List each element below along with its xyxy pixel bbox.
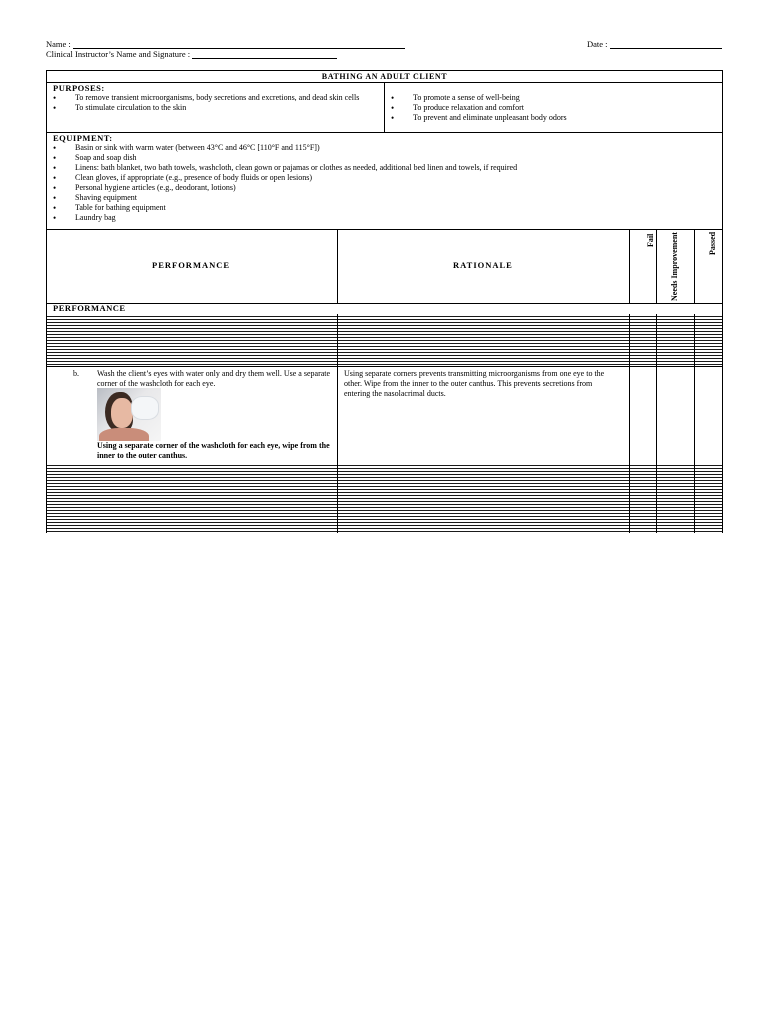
instructor-line[interactable] [192, 50, 337, 59]
column-divider [629, 314, 630, 533]
instructor-field [46, 49, 337, 59]
purposes-heading: PURPOSES: [53, 83, 105, 93]
column-divider [337, 229, 338, 303]
checklist-sheet [46, 70, 723, 533]
name-field [46, 39, 405, 49]
step-b-rationale: Using separate corners prevents transmitting microorganisms from one eye to the other. Wipe from the inner to the outer canthus. This prevents secretions from entering the nasolacrimal ducts. [344, 369, 605, 398]
equipment-list [49, 143, 714, 223]
step-b-row [47, 366, 722, 465]
performance-section-heading: PERFORMANCE [53, 303, 126, 313]
step-b-marker: b. [73, 369, 79, 378]
name-line[interactable] [73, 40, 405, 49]
column-divider [337, 314, 338, 533]
compressed-rows-bottom [47, 463, 722, 533]
list-item: • Table for bathing equipment [49, 203, 714, 213]
column-divider [656, 229, 657, 303]
performance-column-header: PERFORMANCE [152, 260, 231, 270]
fail-column-header: Fail [646, 233, 655, 247]
list-item: • Linens: bath blanket, two bath towels, washcloth, clean gown or pajamas or clothes as needed, additional bed linen and towels, if required [49, 163, 714, 173]
equipment-heading: EQUIPMENT: [53, 133, 113, 143]
step-b-performance: Wash the client’s eyes with water only and dry them well. Use a separate corner of the washcloth for each eye. [97, 369, 331, 388]
list-item: • To produce relaxation and comfort [387, 103, 713, 113]
checklist-title: BATHING AN ADULT CLIENT [47, 71, 722, 83]
column-divider [656, 314, 657, 533]
compressed-rows-top [47, 314, 722, 366]
list-item: • Laundry bag [49, 213, 714, 223]
rationale-column-header: RATIONALE [453, 260, 513, 270]
name-label: Name : [46, 39, 71, 49]
list-item: • To promote a sense of well-being [387, 93, 713, 103]
purposes-right-list [387, 93, 713, 123]
date-line[interactable] [610, 40, 722, 49]
list-item: • Personal hygiene articles (e.g., deodorant, lotions) [49, 183, 714, 193]
photo-caption: Using a separate corner of the washcloth for each eye, wipe from the inner to the outer canthus. [97, 441, 330, 460]
date-field [587, 39, 722, 49]
passed-column-header: Passed [708, 231, 717, 255]
column-divider [694, 229, 695, 303]
purposes-divider [384, 82, 385, 132]
list-item: • Shaving equipment [49, 193, 714, 203]
date-label: Date : [587, 39, 608, 49]
list-item: • Soap and soap dish [49, 153, 714, 163]
equipment-section [47, 132, 722, 230]
list-item: • Clean gloves, if appropriate (e.g., presence of body fluids or open lesions) [49, 173, 714, 183]
column-divider [629, 229, 630, 303]
purposes-section [47, 82, 722, 133]
list-item: • To prevent and eliminate unpleasant body odors [387, 113, 713, 123]
list-item: • To remove transient microorganisms, body secretions and excretions, and dead skin cells [49, 93, 375, 103]
column-header-row [47, 229, 722, 304]
needs-improvement-column-header: Needs Improvement [670, 232, 679, 301]
list-item: • To stimulate circulation to the skin [49, 103, 375, 113]
purposes-left-list [49, 93, 375, 113]
instructor-label: Clinical Instructor’s Name and Signature : [46, 49, 191, 59]
column-divider [694, 314, 695, 533]
eye-washing-photo [97, 388, 161, 441]
list-item: • Basin or sink with warm water (between 43°C and 46°C [110°F and 115°F]) [49, 143, 714, 153]
